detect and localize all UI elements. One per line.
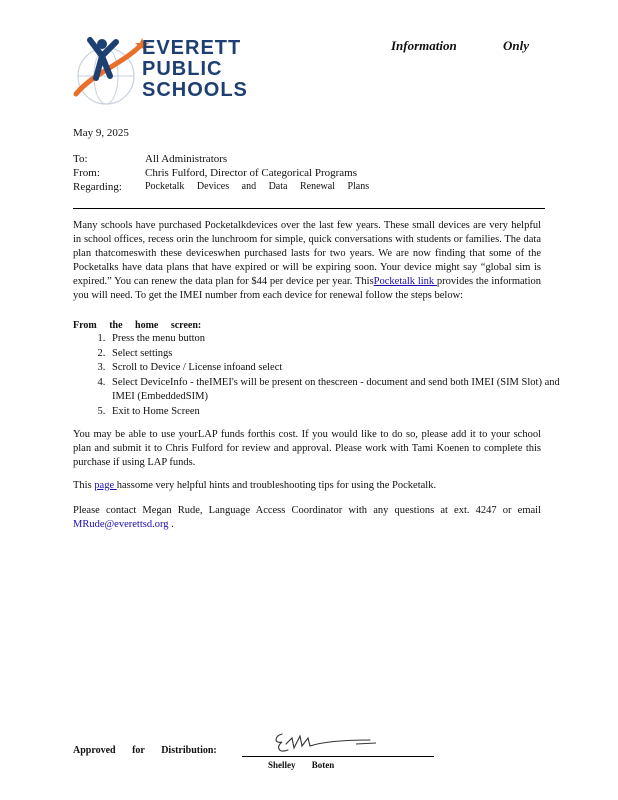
tips-text: This — [73, 480, 95, 491]
header-divider — [73, 208, 545, 209]
intro-text-end: provides the information you will need. To get the IMEI number from each device for renewal follow the steps below: — [73, 276, 541, 301]
to-value: All Administrators — [145, 153, 228, 165]
from-label: From: — [73, 167, 100, 179]
regarding-label: Regarding: — [73, 181, 122, 193]
regarding-value: Pocketalk Devices and Data Renewal Plans — [145, 181, 370, 192]
contact-end: . — [168, 519, 174, 530]
signature-image — [272, 728, 382, 758]
signer-name: Shelley Boten — [268, 760, 335, 770]
contact-text: Please contact Megan Rude, Language Access Coordinator with any questions at ext. 4247 or email — [73, 505, 541, 516]
logo-word-3: SCHOOLS — [142, 79, 248, 101]
information-label: Information — [391, 38, 457, 53]
step-item: 3. Scroll to Device / License infoand select — [108, 361, 578, 376]
only-label: Only — [503, 38, 529, 53]
logo-word-1: EVERETT — [142, 37, 242, 59]
signature-line — [242, 756, 434, 757]
to-label: To: — [73, 153, 88, 165]
steps-heading: From the home screen: — [73, 320, 202, 331]
logo-word-2: PUBLIC — [142, 58, 223, 80]
from-value: Chris Fulford, Director of Categorical Programs — [145, 167, 358, 179]
contact-email[interactable]: MRude@everettsd.org — [73, 519, 169, 530]
steps-list — [73, 332, 578, 419]
tips-paragraph — [73, 479, 541, 493]
logo-wordmark — [142, 38, 248, 101]
step-item: 1. Press the menu button — [108, 332, 578, 347]
step-item: 5. Exit to Home Screen — [108, 405, 578, 420]
intro-text: Many schools have purchased Pocketalkdevices over the last few years. These small devices are very helpful in school offices, recess orin the lunchroom for simple, quick conversations with students or families. The data plan thatcomeswith these deviceswhen purchased lasts for two years. We are now finding that some of the Pocketalks have data plans that have expired or will be expiring soon. Your device might say “global sim is expired.” You can renew the data plan for $44 per device per year. This — [73, 220, 541, 287]
tips-text-end: hassome very helpful hints and troubleshooting tips for using the Pocketalk. — [116, 480, 437, 491]
pocketalk-link[interactable]: Pocketalk link — [373, 276, 437, 287]
contact-paragraph — [73, 504, 541, 532]
page-link[interactable]: page — [94, 480, 117, 491]
step-item: 4. Select DeviceInfo - theIMEI's will be present on thescreen - document and send both IMEI (SIM Slot) and IMEI (EmbeddedSIM) — [108, 376, 578, 405]
memo-date: May 9, 2025 — [73, 127, 129, 139]
intro-paragraph — [73, 219, 541, 303]
lap-funds-paragraph: You may be able to use yourLAP funds forthis cost. If you would like to do so, please add it to your school plan and submit it to Chris Fulford for review and approval. Please work with Tami Koenen to complete this purchase if using LAP funds. — [73, 429, 541, 468]
approved-for-distribution-label: Approved for Distribution: — [73, 745, 217, 756]
step-item: 2. Select settings — [108, 347, 578, 362]
